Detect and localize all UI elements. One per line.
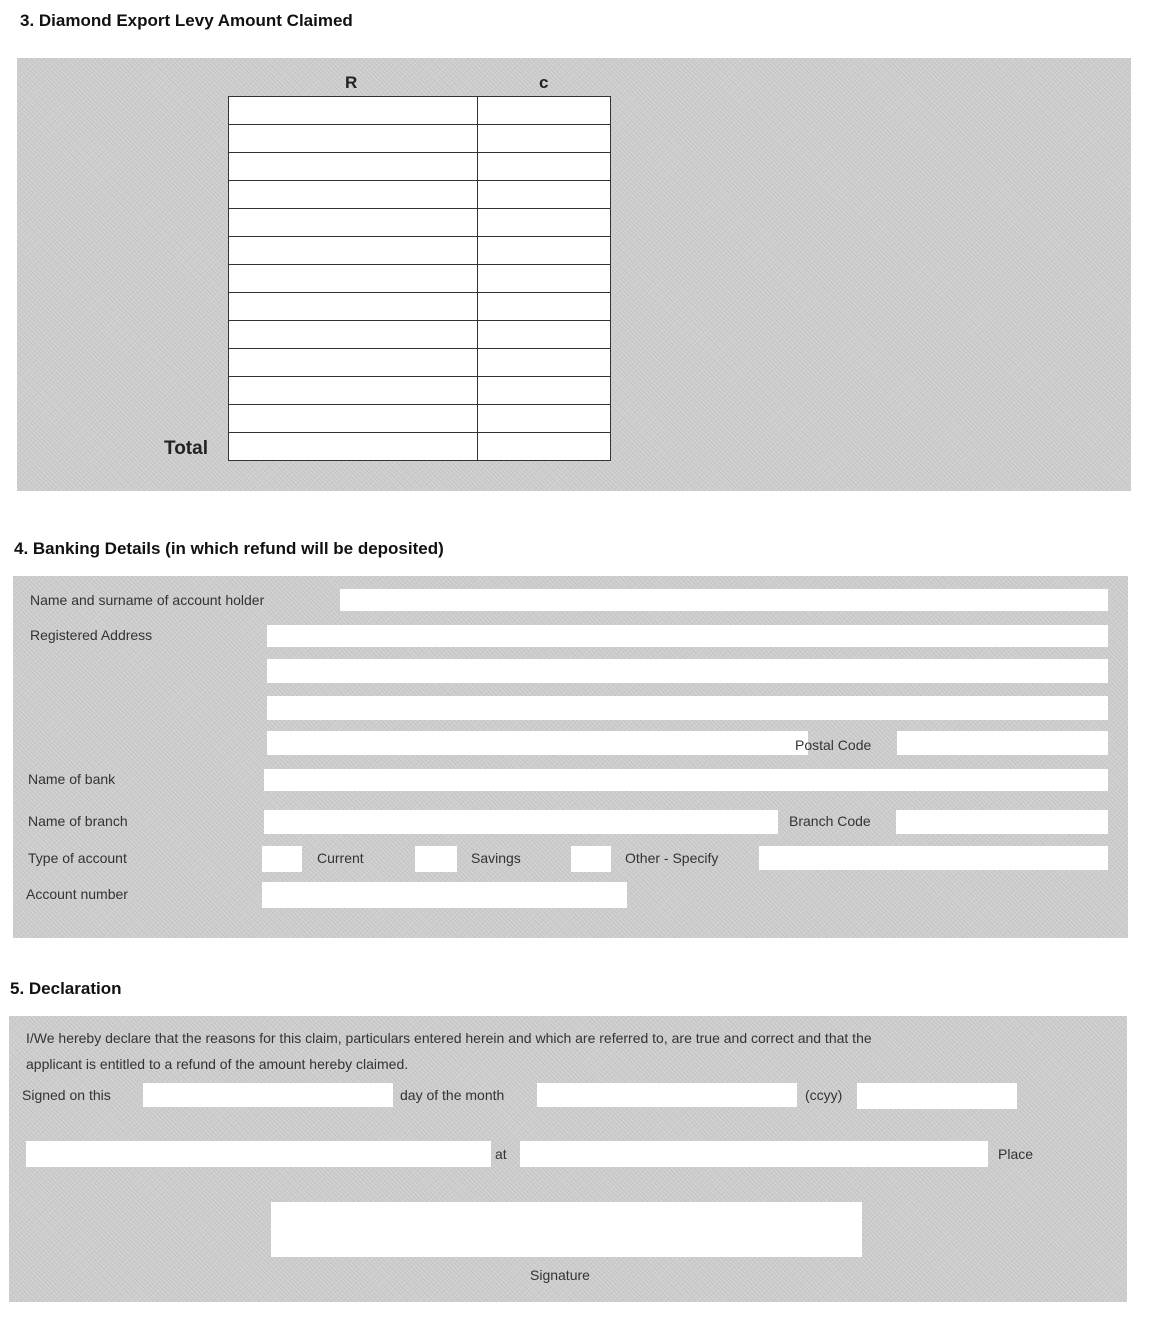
signature-label: Signature: [530, 1267, 590, 1283]
total-row: [229, 433, 611, 461]
cents-cell[interactable]: [478, 293, 611, 321]
postal-code-field[interactable]: [897, 731, 1108, 755]
rand-cell[interactable]: [229, 321, 478, 349]
levy-amount-table: [228, 96, 611, 461]
rand-cell[interactable]: [229, 97, 478, 125]
account-holder-field[interactable]: [340, 589, 1108, 611]
day-of-month-label: day of the month: [400, 1087, 505, 1103]
rand-cell[interactable]: [229, 125, 478, 153]
signed-on-label: Signed on this: [22, 1087, 111, 1103]
rand-cell[interactable]: [229, 153, 478, 181]
cents-cell[interactable]: [478, 237, 611, 265]
savings-checkbox[interactable]: [415, 846, 457, 872]
signature-field[interactable]: [271, 1202, 862, 1257]
signed-at-prefix-field[interactable]: [26, 1141, 491, 1167]
cents-cell[interactable]: [478, 349, 611, 377]
account-number-field[interactable]: [262, 882, 627, 908]
levy-row: [229, 265, 611, 293]
place-label: Place: [998, 1146, 1034, 1162]
signed-year-field[interactable]: [857, 1083, 1017, 1109]
section4-heading: 4. Banking Details (in which refund will be deposited): [14, 539, 444, 558]
rand-cell[interactable]: [229, 237, 478, 265]
branch-code-label: Branch Code: [789, 813, 871, 829]
levy-row: [229, 209, 611, 237]
address-line-4-field[interactable]: [267, 731, 808, 755]
levy-row: [229, 153, 611, 181]
other-specify-label: Other - Specify: [625, 850, 719, 866]
rand-cell[interactable]: [229, 181, 478, 209]
cents-cell[interactable]: [478, 181, 611, 209]
cents-cell[interactable]: [478, 153, 611, 181]
current-checkbox[interactable]: [262, 846, 302, 872]
other-specify-field[interactable]: [759, 846, 1108, 870]
signed-place-field[interactable]: [520, 1141, 988, 1167]
cents-cell[interactable]: [478, 321, 611, 349]
total-rand-cell[interactable]: [229, 433, 478, 461]
current-label: Current: [317, 850, 364, 866]
section5-heading: 5. Declaration: [10, 979, 122, 998]
other-checkbox[interactable]: [571, 846, 611, 872]
cents-cell[interactable]: [478, 209, 611, 237]
rand-cell[interactable]: [229, 209, 478, 237]
levy-row: [229, 377, 611, 405]
account-holder-label: Name and surname of account holder: [30, 592, 265, 608]
at-label: at: [495, 1146, 507, 1162]
levy-row: [229, 293, 611, 321]
rand-cell[interactable]: [229, 405, 478, 433]
cents-cell[interactable]: [478, 125, 611, 153]
cents-cell[interactable]: [478, 377, 611, 405]
branch-name-field[interactable]: [264, 810, 778, 834]
address-line-1-field[interactable]: [267, 625, 1108, 647]
section3-heading: 3. Diamond Export Levy Amount Claimed: [20, 11, 353, 30]
levy-row: [229, 321, 611, 349]
cents-column-header: c: [539, 73, 549, 92]
declaration-text-line2: applicant is entitled to a refund of the amount hereby claimed.: [26, 1056, 409, 1072]
postal-code-label: Postal Code: [795, 737, 872, 753]
signed-month-field[interactable]: [537, 1083, 797, 1107]
address-line-3-field[interactable]: [267, 696, 1108, 720]
rand-cell[interactable]: [229, 349, 478, 377]
branch-code-field[interactable]: [896, 810, 1108, 834]
cents-cell[interactable]: [478, 405, 611, 433]
levy-row: [229, 125, 611, 153]
levy-row: [229, 237, 611, 265]
total-label: Total: [164, 438, 208, 459]
levy-row: [229, 181, 611, 209]
rand-column-header: R: [345, 73, 358, 92]
total-cents-cell[interactable]: [478, 433, 611, 461]
bank-name-label: Name of bank: [28, 771, 116, 787]
bank-name-field[interactable]: [264, 769, 1108, 791]
rand-cell[interactable]: [229, 293, 478, 321]
levy-row: [229, 97, 611, 125]
year-label: (ccyy): [805, 1087, 843, 1103]
declaration-text-line1: I/We hereby declare that the reasons for this claim, particulars entered herein and which are referred to, are true and correct and that the: [26, 1030, 872, 1046]
levy-row: [229, 349, 611, 377]
rand-cell[interactable]: [229, 265, 478, 293]
branch-name-label: Name of branch: [28, 813, 128, 829]
signed-day-field[interactable]: [143, 1083, 393, 1107]
account-type-label: Type of account: [28, 850, 127, 866]
address-line-2-field[interactable]: [267, 659, 1108, 683]
registered-address-label: Registered Address: [30, 627, 153, 643]
rand-cell[interactable]: [229, 377, 478, 405]
cents-cell[interactable]: [478, 97, 611, 125]
levy-row: [229, 405, 611, 433]
account-number-label: Account number: [26, 886, 128, 902]
savings-label: Savings: [471, 850, 521, 866]
cents-cell[interactable]: [478, 265, 611, 293]
